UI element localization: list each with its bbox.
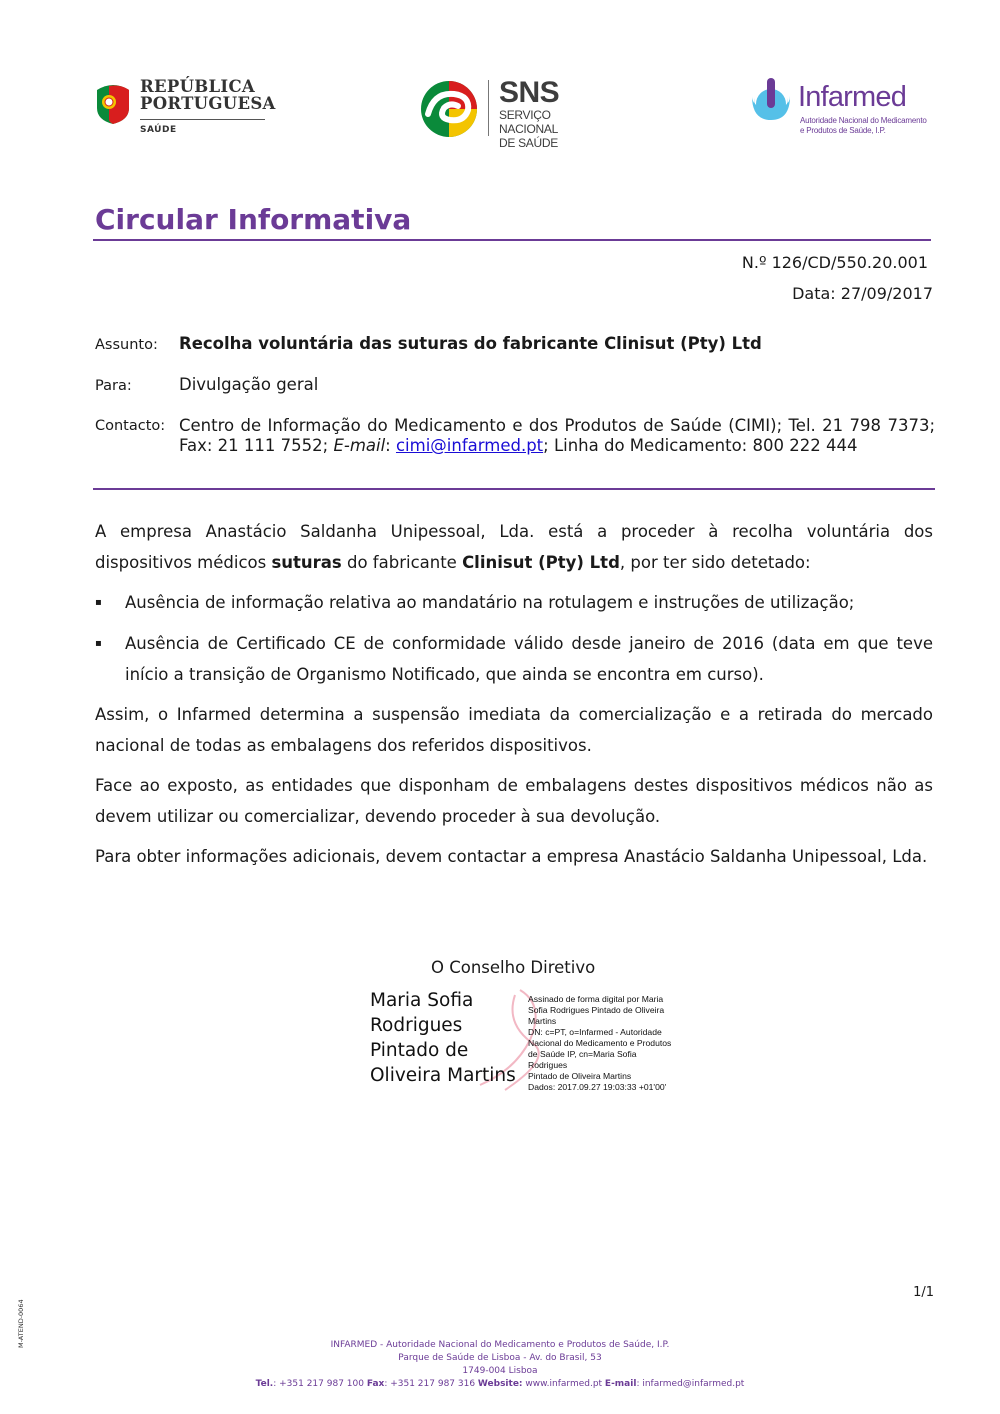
title-rule <box>93 239 931 241</box>
republica-portuguesa-logo <box>95 78 275 140</box>
sns-line1: SERVIÇO NACIONAL <box>499 108 558 136</box>
list-item <box>95 628 933 690</box>
digital-signature-line: Nacional do Medicamento e Produtos <box>528 1038 672 1048</box>
footer-address: Parque de Saúde de Lisboa - Av. do Brasil, 53 <box>398 1353 602 1363</box>
paragraph-entities: Face ao exposto, as entidades que disponham de embalagens destes dispositivos médicos não as devem utilizar ou comercializar, devendo proceder à sua devolução. <box>95 776 933 826</box>
footer-email[interactable]: : infarmed@infarmed.pt <box>636 1379 745 1389</box>
intro-text-c: do fabricante <box>341 553 463 572</box>
infarmed-line1: Autoridade Nacional do Medicamento <box>800 116 927 125</box>
portugal-shield-icon <box>95 82 131 124</box>
sns-logo <box>420 76 610 150</box>
list-item <box>95 587 933 618</box>
footer-fax-label: Fax <box>366 1379 385 1389</box>
contact-colon: : <box>385 436 396 455</box>
intro-bold-suturas: suturas <box>271 553 342 572</box>
document-date: Data: 27/09/2017 <box>792 284 933 303</box>
signatory-name-line: Rodrigues <box>370 1015 463 1036</box>
signatory-name-line: Oliveira Martins <box>370 1065 516 1086</box>
footer-website[interactable]: www.infarmed.pt <box>522 1379 605 1389</box>
footer-email-label: E-mail <box>604 1379 637 1389</box>
sns-divider <box>488 80 489 136</box>
signatory-name-line: Pintado de <box>370 1040 469 1061</box>
intro-text-a: A empresa Anastácio Saldanha Unipessoal, Lda. está a proceder à recolha voluntária dos dispositivos médicos <box>95 522 933 572</box>
republica-divider <box>140 119 265 120</box>
to-value: Divulgação geral <box>179 375 319 394</box>
paragraph-contact-company: Para obter informações adicionais, devem contactar a empresa Anastácio Saldanha Unipessoal, Lda. <box>95 847 928 866</box>
bullet-square-icon: ▪ <box>95 597 102 608</box>
council-label: O Conselho Diretivo <box>431 958 596 977</box>
sns-line2: DE SAÚDE <box>499 136 558 150</box>
digital-signature-line: Martins <box>528 1016 557 1026</box>
fields-rule <box>93 488 935 490</box>
digital-signature-line: Dados: 2017.09.27 19:03:33 +01'00' <box>528 1082 667 1092</box>
subject-label: Assunto: <box>95 337 158 353</box>
reference-number: N.º 126/CD/550.20.001 <box>741 253 928 272</box>
digital-signature-line: de Saúde IP, cn=Maria Sofia Rodrigues <box>528 1049 637 1070</box>
digital-signature-line: Pintado de Oliveira Martins <box>528 1071 632 1081</box>
infarmed-logo <box>750 78 930 140</box>
document-title: Circular Informativa <box>95 203 412 236</box>
contact-email-label: E-mail <box>333 436 386 455</box>
footer-tel-label: Tel. <box>255 1379 274 1389</box>
page-number: 1/1 <box>913 1285 934 1300</box>
to-label: Para: <box>95 378 132 394</box>
republica-saude: SAÚDE <box>140 125 177 135</box>
bullet-text: Ausência de informação relativa ao mandatário na rotulagem e instruções de utilização; <box>125 593 855 612</box>
infarmed-mark-icon <box>750 78 792 124</box>
intro-text-e: , por ter sido detetado: <box>619 553 811 572</box>
intro-bold-manufacturer: Clinisut (Pty) Ltd <box>462 553 620 572</box>
republica-line1: REPÚBLICA <box>140 77 255 96</box>
paragraph-intro <box>95 516 933 578</box>
digital-signature-line: DN: c=PT, o=Infarmed - Autoridade <box>528 1027 662 1037</box>
footer-postcode: 1749-004 Lisboa <box>462 1366 538 1376</box>
signatory-name <box>370 988 520 1088</box>
footer-fax: : +351 217 987 316 <box>384 1379 478 1389</box>
digital-signature-line: Assinado de forma digital por Maria <box>528 994 664 1004</box>
contact-label: Contacto: <box>95 418 166 434</box>
contact-text-pre: Centro de Informação do Medicamento e dos Produtos de Saúde (CIMI); Tel. 21 798 7373; Fax: 21 111 7552; <box>179 416 935 455</box>
form-code: M-ATEND-0064 <box>17 1299 25 1348</box>
footer-contacts <box>0 1378 1000 1391</box>
republica-line2: PORTUGUESA <box>140 94 276 113</box>
paragraph-suspension: Assim, o Infarmed determina a suspensão imediata da comercialização e a retirada do mercado nacional de todas as embalagens dos referidos dispositivos. <box>95 705 933 755</box>
footer-tel: : +351 217 987 100 <box>273 1379 367 1389</box>
digital-signature-line: Sofia Rodrigues Pintado de Oliveira <box>528 1005 665 1015</box>
footer-website-label: Website: <box>477 1379 523 1389</box>
infarmed-line2: e Produtos de Saúde, I.P. <box>800 126 886 135</box>
contact-text-post: ; Linha do Medicamento: 800 222 444 <box>543 436 858 455</box>
sns-title: SNS <box>499 76 560 109</box>
bullet-square-icon: ▪ <box>95 638 102 649</box>
subject-value: Recolha voluntária das suturas do fabricante Clinisut (Pty) Ltd <box>179 334 762 353</box>
digital-signature-details <box>528 994 678 1093</box>
footer-organization: INFARMED - Autoridade Nacional do Medicamento e Produtos de Saúde, I.P. <box>330 1340 670 1350</box>
contact-email-link[interactable]: cimi@infarmed.pt <box>395 436 544 455</box>
bullet-text: Ausência de Certificado CE de conformidade válido desde janeiro de 2016 (data em que teve início a transição de Organismo Notificado, que ainda se encontra em curso). <box>125 634 933 684</box>
contact-value <box>179 416 935 456</box>
sns-emblem-icon <box>420 80 478 138</box>
signatory-name-line: Maria Sofia <box>370 990 474 1011</box>
infarmed-name: Infarmed <box>798 81 907 113</box>
